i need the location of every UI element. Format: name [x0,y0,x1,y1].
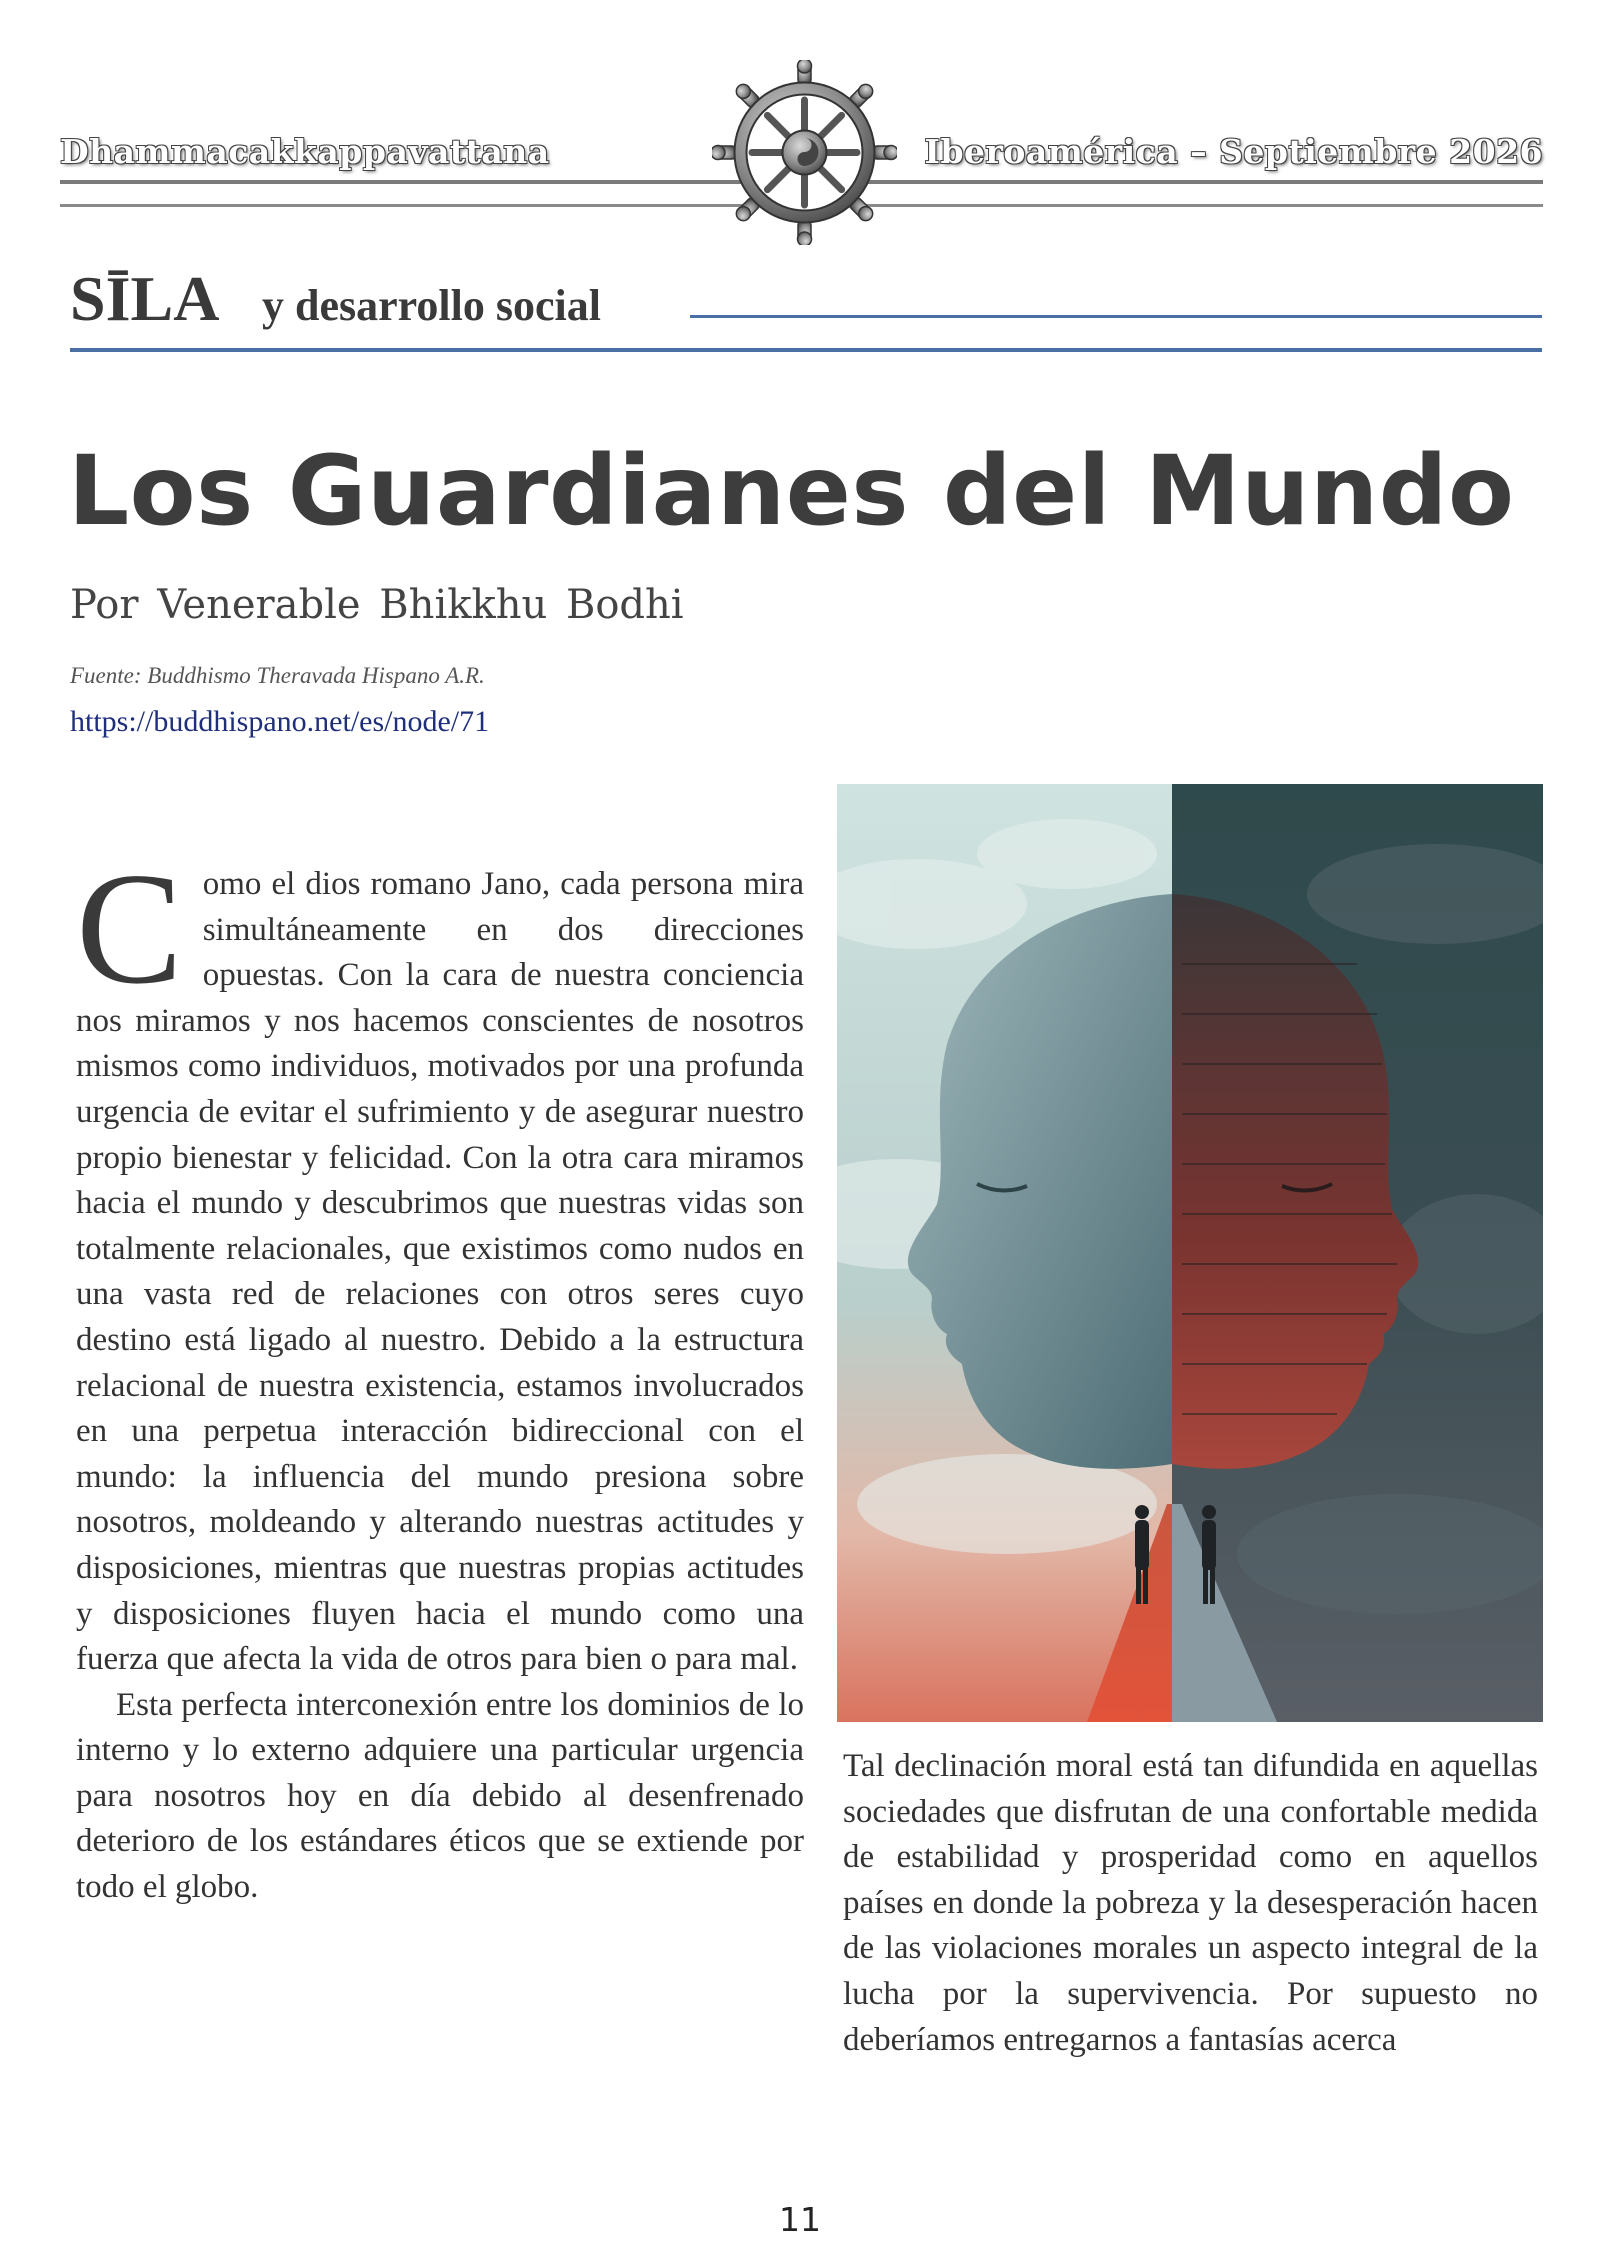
page-number: 11 [779,2200,821,2239]
paragraph-2: Esta perfecta interconexión entre los dominios de lo interno y lo externo adquiere una particular urgencia para nosotros hoy en día debido al desenfrenado deterioro de los estándares éticos que se extiende por todo el globo. [76,1686,804,1906]
paragraph-3: Tal declinación moral está tan difundida en aquellas sociedades que disfrutan de una confortable medida de estabilidad y prosperidad como en aquellos países en donde la pobreza y la desesperación hacen de las violaciones morales un aspecto integral de la lucha por la supervivencia. Por supuesto no deberíamos entregarnos a fantasías acerca [843,1748,1538,2058]
section-subtitle: y desarrollo social [262,281,601,330]
paragraph-1 [76,839,804,1683]
section-rule-top [690,315,1542,318]
article-illustration [837,784,1543,1722]
section-rule-bottom [70,348,1542,352]
left-column [76,839,804,1911]
source-link[interactable]: https://buddhispano.net/es/node/71 [70,705,490,738]
article-byline: Por Venerable Bhikkhu Bodhi [70,582,684,628]
article-title: Los Guardianes del Mundo [68,435,1515,547]
right-column [843,1744,1538,2063]
drop-cap: C [76,839,183,1017]
paragraph-1-text: omo el dios romano Jano, cada persona mira simultáneamente en dos direcciones opuestas. Con la cara de nuestra conciencia nos miramos y nos hacemos conscientes de nosotros mismos como individuos, motivados por una profunda urgencia de evitar el sufrimiento y de asegurar nuestro propio bienestar y felicidad. Con la otra cara miramos hacia el mundo y descubrimos que nuestras vidas son totalmente relacionales, que existimos como nudos en una vasta red de relaciones con otros seres cuyo destino está ligado al nuestro. Debido a la estructura relacional de nuestra existencia, estamos involucrados en una perpetua interacción bidireccional con el mundo: la influencia del mundo presiona sobre nosotros, moldeando y alterando nuestras actitudes y disposiciones, mientras que nuestras propias actitudes y disposiciones fluyen hacia el mundo como una fuerza que afecta la vida de otros para bien o para mal. [76,866,804,1678]
article-source: Fuente: Buddhismo Theravada Hispano A.R. [70,663,485,688]
magazine-name: Dhammacakkappavattana [60,132,550,171]
issue-date: Iberoamérica – Septiembre 2026 [924,132,1543,171]
dharma-wheel-icon [712,60,897,245]
section-title: SĪLA [70,263,220,334]
